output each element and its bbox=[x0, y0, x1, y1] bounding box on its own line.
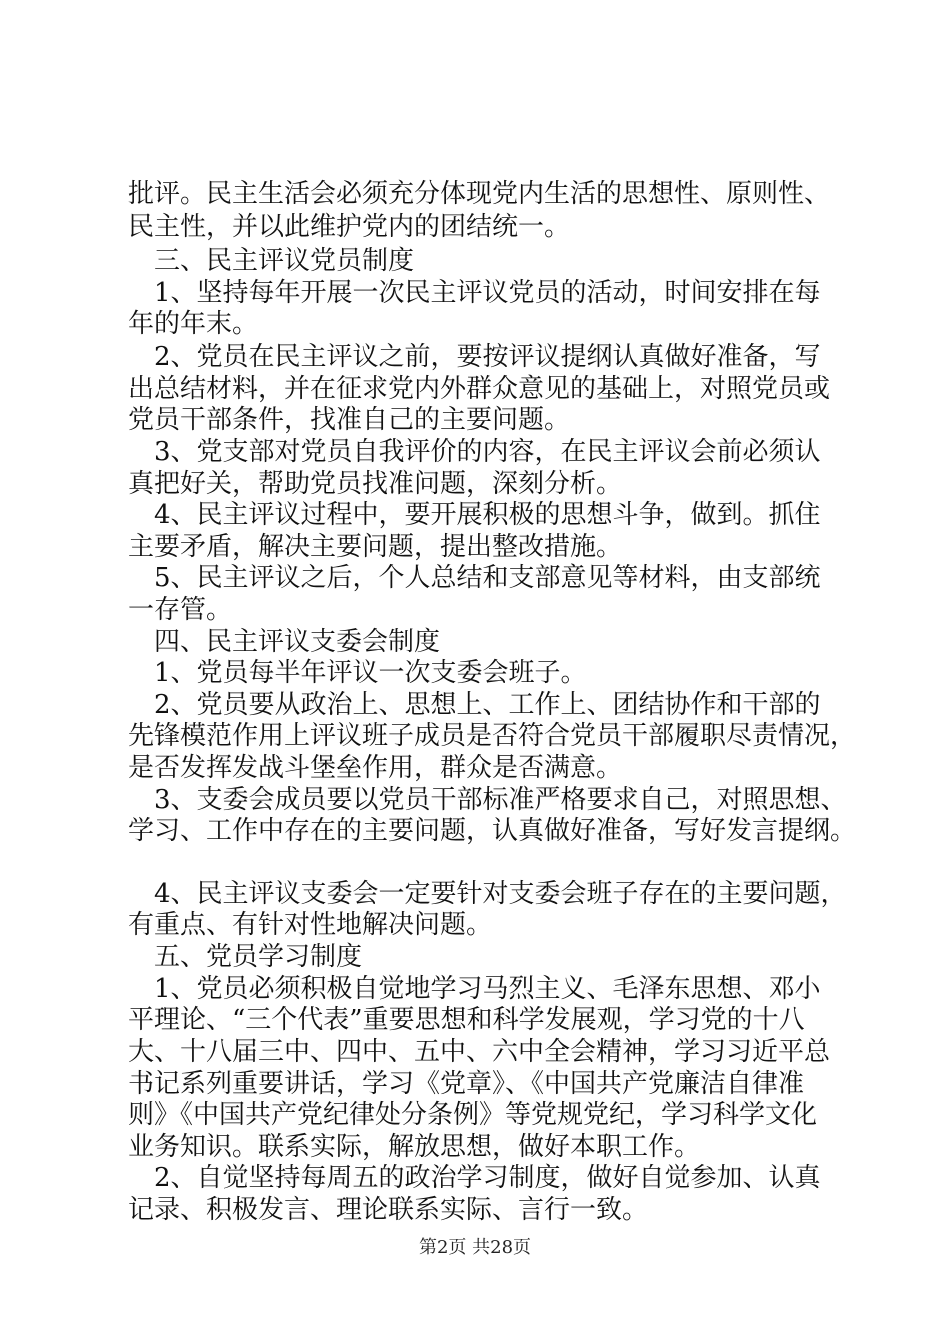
text-line: 真把好关，帮助党员找准问题，深刻分析。 bbox=[128, 469, 623, 499]
text-line: 先锋模范作用上评议班子成员是否符合党员干部履职尽责情况， bbox=[128, 721, 857, 751]
section-heading: 四、民主评议支委会制度 bbox=[128, 627, 441, 657]
text-line: 是否发挥发战斗堡垒作用，群众是否满意。 bbox=[128, 753, 623, 783]
text-line: 5、民主评议之后，个人总结和支部意见等材料，由支部统 bbox=[128, 563, 821, 593]
text-line: 记录、积极发言、理论联系实际、言行一致。 bbox=[128, 1195, 649, 1225]
text-line: 学习、工作中存在的主要问题，认真做好准备，写好发言提纲。 bbox=[128, 816, 857, 846]
section-heading: 五、党员学习制度 bbox=[128, 942, 363, 972]
text-line: 业务知识。联系实际，解放思想，做好本职工作。 bbox=[128, 1132, 701, 1162]
text-line: 书记系列重要讲话，学习《党章》、《中国共产党廉洁自律准 bbox=[128, 1069, 805, 1099]
text-line: 有重点、有针对性地解决问题。 bbox=[128, 910, 493, 940]
text-line: 4、民主评议过程中，要开展积极的思想斗争，做到。抓住 bbox=[128, 500, 821, 530]
text-line: 大、十八届三中、四中、五中、六中全会精神，学习习近平总 bbox=[128, 1037, 831, 1067]
text-line: 1、坚持每年开展一次民主评议党员的活动，时间安排在每 bbox=[128, 278, 821, 308]
text-line: 2、党员要从政治上、思想上、工作上、团结协作和干部的 bbox=[128, 690, 821, 720]
text-line: 2、党员在民主评议之前，要按评议提纲认真做好准备，写 bbox=[128, 342, 821, 372]
text-line: 一存管。 bbox=[128, 595, 233, 625]
text-line: 出总结材料，并在征求党内外群众意见的基础上，对照党员或 bbox=[128, 374, 831, 404]
text-line: 3、支委会成员要以党员干部标准严格要求自己，对照思想、 bbox=[128, 785, 847, 815]
text-line: 批评。民主生活会必须充分体现党内生活的思想性、原则性、 bbox=[128, 179, 831, 209]
text-line: 2、自觉坚持每周五的政治学习制度，做好自觉参加、认真 bbox=[128, 1163, 821, 1193]
text-line: 1、党员每半年评议一次支委会班子。 bbox=[128, 658, 587, 688]
text-line: 3、党支部对党员自我评价的内容，在民主评议会前必须认 bbox=[128, 437, 821, 467]
page-footer: 第2页 共28页 bbox=[418, 1237, 532, 1258]
text-line: 党员干部条件，找准自己的主要问题。 bbox=[128, 405, 571, 435]
text-line: 年的年末。 bbox=[128, 309, 259, 339]
text-line: 平理论、“三个代表”重要思想和科学发展观，学习党的十八 bbox=[128, 1005, 805, 1035]
text-line: 则》《中国共产党纪律处分条例》等党规党纪，学习科学文化 bbox=[128, 1100, 818, 1130]
text-line: 4、民主评议支委会一定要针对支委会班子存在的主要问题， bbox=[128, 879, 847, 909]
text-line: 民主性，并以此维护党内的团结统一。 bbox=[128, 212, 571, 242]
section-heading: 三、民主评议党员制度 bbox=[128, 246, 415, 276]
text-line: 1、党员必须积极自觉地学习马烈主义、毛泽东思想、邓小 bbox=[128, 974, 821, 1004]
text-line: 主要矛盾，解决主要问题，提出整改措施。 bbox=[128, 532, 623, 562]
